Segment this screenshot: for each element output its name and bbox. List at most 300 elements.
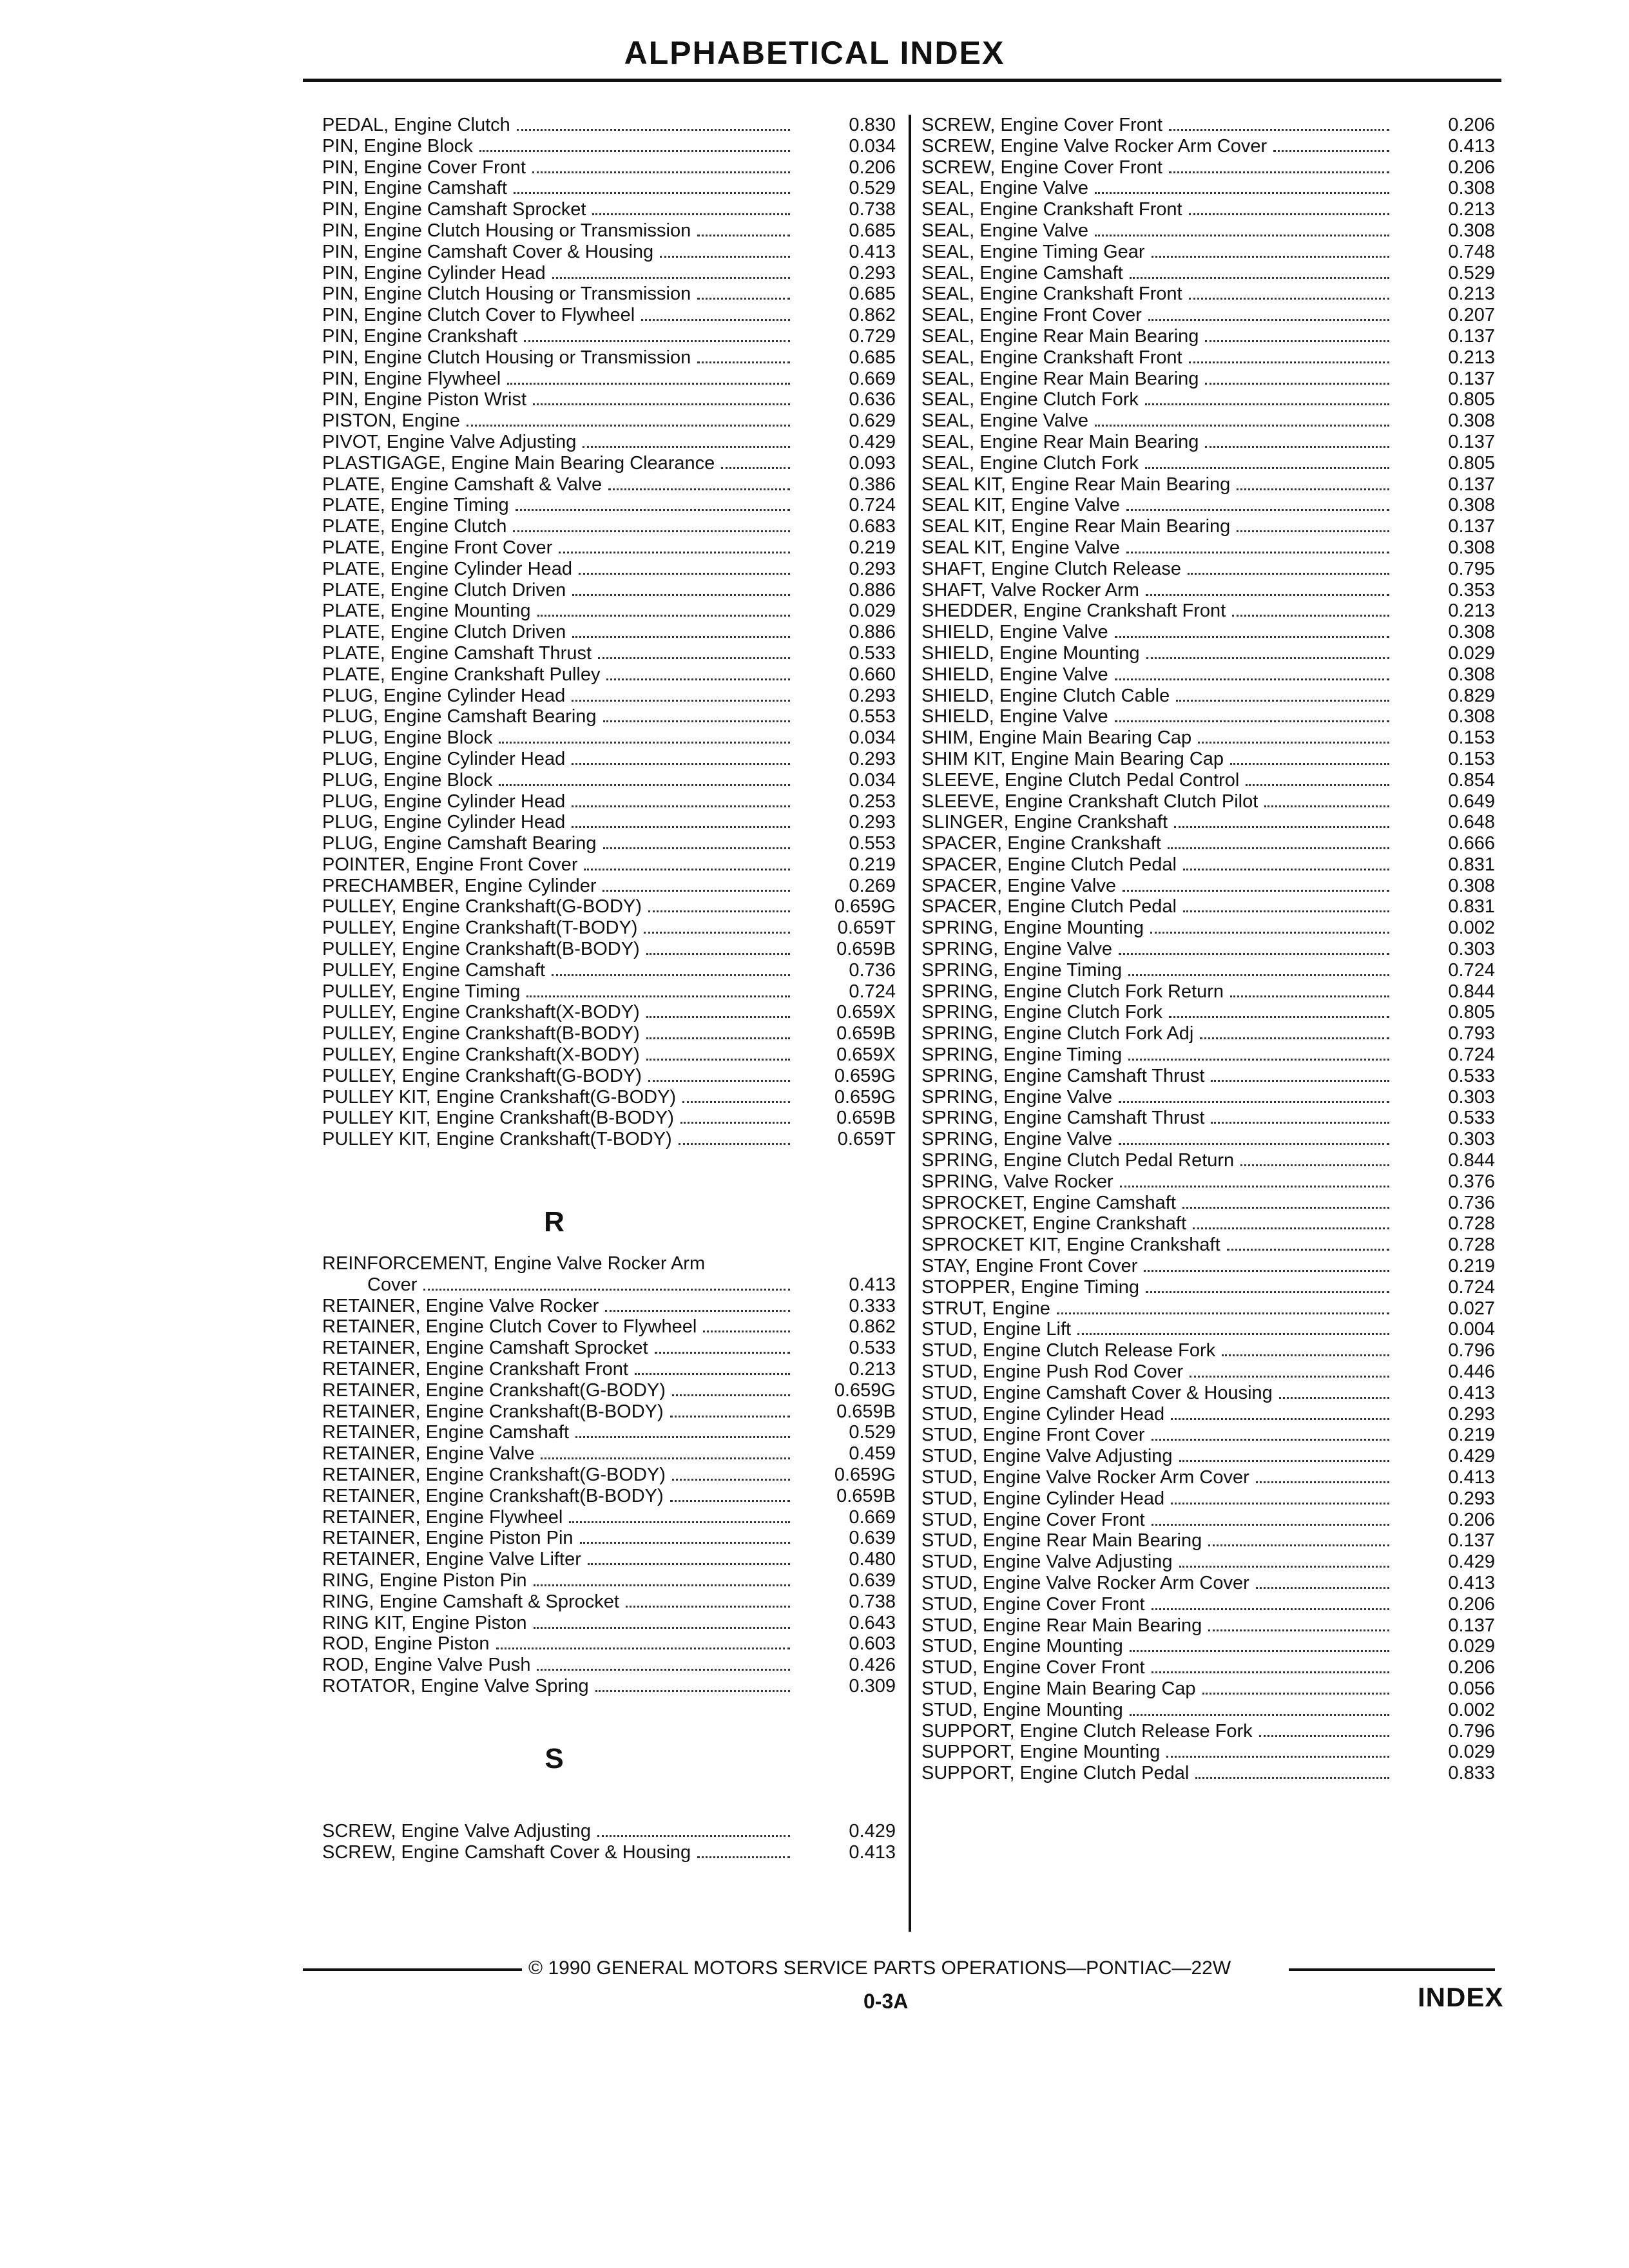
index-entry-name: SPRING, Engine Timing — [921, 959, 1123, 981]
index-entry-code: 0.553 — [849, 833, 896, 854]
index-entry — [322, 1066, 896, 1087]
index-entry-code: 0.293 — [849, 558, 896, 579]
index-entry-name: STUD, Engine Valve Rocker Arm Cover — [921, 1572, 1249, 1593]
index-entry-name: POINTER, Engine Front Cover — [322, 854, 578, 875]
index-entry-code: 0.269 — [849, 875, 896, 896]
index-entry-code: 0.219 — [1448, 1256, 1495, 1277]
leader-dots — [552, 263, 790, 279]
leader-dots — [1145, 389, 1389, 405]
index-entry — [921, 1319, 1495, 1340]
index-entry-name: SCREW, Engine Cover Front — [921, 115, 1162, 135]
index-entry-code: 0.659G — [834, 896, 896, 918]
leader-dots — [513, 516, 790, 532]
index-entry — [921, 178, 1495, 199]
index-entry-name: SEAL, Engine Rear Main Bearing — [921, 431, 1199, 452]
leader-dots — [572, 812, 790, 828]
index-entry-code: 0.137 — [1448, 474, 1495, 495]
index-entry — [322, 1338, 896, 1359]
index-entry-code: 0.303 — [1448, 1129, 1495, 1150]
index-entry — [322, 643, 896, 664]
index-entry — [921, 1087, 1495, 1108]
leader-dots — [1166, 1742, 1389, 1758]
index-entry-code: 0.413 — [849, 1274, 896, 1295]
index-entry-name: SPRING, Valve Rocker — [921, 1171, 1113, 1192]
index-entry — [322, 812, 896, 833]
index-entry-name: PLATE, Engine Cylinder Head — [322, 558, 572, 579]
index-entry-name: SPRING, Engine Clutch Fork Return — [921, 981, 1224, 1002]
index-entry — [322, 770, 896, 791]
index-entry-code: 0.308 — [1448, 622, 1495, 643]
leader-dots — [514, 178, 790, 194]
index-entry-code: 0.446 — [1448, 1361, 1495, 1383]
index-entry-code: 0.027 — [1448, 1298, 1495, 1319]
leader-dots — [532, 157, 790, 173]
leader-dots — [1240, 1150, 1389, 1166]
index-entry-name: SCREW, Engine Valve Adjusting — [322, 1820, 591, 1841]
index-entry — [322, 410, 896, 432]
leader-dots — [1232, 601, 1389, 617]
leader-dots — [1152, 1657, 1389, 1673]
index-entry — [322, 199, 896, 220]
index-list-s — [322, 1821, 896, 1863]
index-entry — [322, 1633, 896, 1655]
index-entry-name: STUD, Engine Mounting — [921, 1636, 1123, 1657]
leader-dots — [1174, 812, 1389, 828]
index-entry-code: 0.029 — [1448, 1636, 1495, 1657]
index-entry-code: 0.293 — [849, 262, 896, 284]
index-entry-code: 0.137 — [1448, 1615, 1495, 1636]
index-entry — [921, 1044, 1495, 1066]
index-entry-name: STUD, Engine Cover Front — [921, 1509, 1145, 1530]
index-entry-name: PLUG, Engine Block — [322, 769, 493, 791]
index-entry-name: STAY, Engine Front Cover — [921, 1256, 1138, 1277]
index-entry-name: PLUG, Engine Cylinder Head — [322, 685, 566, 706]
index-entry-code: 0.831 — [1448, 854, 1495, 875]
index-entry-name: STUD, Engine Clutch Release Fork — [921, 1340, 1216, 1361]
index-entry-name: RETAINER, Engine Piston Pin — [322, 1528, 574, 1549]
leader-dots — [1119, 1129, 1389, 1145]
index-entry — [322, 1380, 896, 1401]
index-entry-code: 0.728 — [1448, 1235, 1495, 1256]
index-entry-name: STUD, Engine Mounting — [921, 1699, 1123, 1720]
index-entry-name: RETAINER, Engine Clutch Cover to Flywheel — [322, 1316, 697, 1338]
index-entry-code: 0.004 — [1448, 1319, 1495, 1340]
leader-dots — [646, 1044, 790, 1061]
index-entry-name: SPACER, Engine Clutch Pedal — [921, 854, 1177, 875]
leader-dots — [672, 1380, 790, 1396]
leader-dots — [1115, 622, 1389, 638]
leader-dots — [1148, 305, 1389, 321]
index-entry-code: 0.724 — [1448, 1276, 1495, 1298]
index-entry — [322, 1422, 896, 1443]
leader-dots — [552, 960, 790, 976]
index-entry-name: SPRING, Engine Valve — [921, 1086, 1113, 1108]
index-entry — [921, 1404, 1495, 1425]
index-entry-code: 0.029 — [849, 601, 896, 622]
index-entry — [921, 1361, 1495, 1383]
index-entry-code: 0.002 — [1448, 918, 1495, 939]
index-entry — [322, 1486, 896, 1507]
leader-dots — [479, 136, 790, 152]
index-entry — [921, 1193, 1495, 1214]
index-entry-name: STUD, Engine Valve Adjusting — [921, 1446, 1173, 1467]
index-entry-name: SEAL, Engine Rear Main Bearing — [921, 325, 1199, 347]
index-entry — [322, 1549, 896, 1570]
index-entry — [921, 242, 1495, 263]
leader-dots — [1202, 1678, 1389, 1695]
index-entry-code: 0.738 — [849, 1591, 896, 1612]
index-entry-code: 0.736 — [849, 959, 896, 981]
index-entry — [921, 1383, 1495, 1404]
leader-dots — [1095, 410, 1389, 427]
index-entry-code: 0.796 — [1448, 1340, 1495, 1361]
index-entry-name: RETAINER, Engine Valve — [322, 1443, 535, 1465]
index-entry-name: SUPPORT, Engine Mounting — [921, 1742, 1161, 1763]
index-entry — [921, 770, 1495, 791]
leader-dots — [1222, 1340, 1389, 1356]
index-entry-code: 0.153 — [1448, 748, 1495, 769]
index-entry — [921, 1530, 1495, 1552]
index-entry-name: PIN, Engine Camshaft Cover & Housing — [322, 241, 654, 262]
index-entry — [322, 749, 896, 770]
index-entry-code: 0.636 — [849, 389, 896, 410]
index-list-p — [322, 115, 896, 1150]
leader-dots — [646, 1002, 790, 1018]
index-entry-code: 0.529 — [849, 1422, 896, 1443]
index-entry-code: 0.659X — [836, 1044, 896, 1066]
leader-dots — [1193, 1213, 1389, 1229]
index-entry-code: 0.303 — [1448, 1086, 1495, 1108]
index-entry-name: SPACER, Engine Clutch Pedal — [921, 896, 1177, 918]
index-entry-code: 0.207 — [1448, 305, 1495, 326]
index-entry — [921, 896, 1495, 918]
index-entry-code: 0.308 — [1448, 664, 1495, 685]
leader-dots — [1146, 643, 1389, 659]
index-entry-code: 0.029 — [1448, 1742, 1495, 1763]
leader-dots — [1057, 1298, 1389, 1314]
index-entry-code: 0.308 — [1448, 706, 1495, 727]
leader-dots — [541, 1443, 790, 1459]
index-entry-name: PIN, Engine Cylinder Head — [322, 262, 546, 284]
leader-dots — [670, 1401, 790, 1418]
index-entry-name: PISTON, Engine — [322, 410, 460, 432]
leader-dots — [537, 601, 791, 617]
leader-dots — [1146, 1277, 1389, 1293]
index-entry-name: ROTATOR, Engine Valve Spring — [322, 1675, 589, 1696]
index-entry-code: 0.862 — [849, 1316, 896, 1338]
index-entry — [322, 1274, 896, 1296]
index-entry-code: 0.293 — [1448, 1488, 1495, 1509]
leader-dots — [1119, 1087, 1389, 1103]
index-entry — [322, 706, 896, 727]
leader-dots — [680, 1108, 790, 1124]
index-entry-code: 0.413 — [1448, 1467, 1495, 1488]
index-entry-name: SPRING, Engine Mounting — [921, 918, 1144, 939]
index-entry-name: SPACER, Engine Valve — [921, 875, 1116, 896]
index-entry — [921, 453, 1495, 474]
page-number: 0-3A — [863, 1990, 909, 2013]
leader-dots — [507, 369, 790, 385]
index-entry-code: 0.829 — [1448, 685, 1495, 706]
index-entry — [921, 432, 1495, 453]
index-entry-code: 0.219 — [849, 854, 896, 875]
index-entry-name: PLUG, Engine Cylinder Head — [322, 812, 566, 833]
right-column — [921, 115, 1495, 1784]
index-entry-name: SEAL, Engine Valve — [921, 178, 1089, 199]
index-entry-name: PULLEY KIT, Engine Crankshaft(B-BODY) — [322, 1108, 674, 1129]
footer-copyright: © 1990 GENERAL MOTORS SERVICE PARTS OPERATIONS—PONTIAC—22W — [528, 1957, 1231, 1979]
index-entry-name: SPRING, Engine Valve — [921, 1129, 1113, 1150]
leader-dots — [1208, 1615, 1389, 1631]
leader-dots — [595, 1676, 790, 1692]
index-entry — [322, 136, 896, 157]
index-entry-code: 0.660 — [849, 664, 896, 685]
index-entry — [921, 136, 1495, 157]
index-entry — [921, 643, 1495, 664]
leader-dots — [1169, 115, 1389, 131]
index-entry-code: 0.844 — [1448, 1150, 1495, 1171]
leader-dots — [1179, 1552, 1389, 1568]
index-entry-name: SCREW, Engine Camshaft Cover & Housing — [322, 1841, 691, 1863]
leader-dots — [721, 453, 790, 469]
index-entry-code: 0.308 — [1448, 178, 1495, 199]
index-entry-name: PLATE, Engine Front Cover — [322, 537, 553, 558]
index-entry-code: 0.034 — [849, 769, 896, 791]
index-entry — [322, 601, 896, 622]
index-entry-code: 0.308 — [1448, 495, 1495, 516]
index-entry — [921, 1467, 1495, 1488]
index-entry-code: 0.056 — [1448, 1678, 1495, 1699]
leader-dots — [1169, 157, 1389, 173]
index-entry — [322, 1044, 896, 1066]
index-entry — [921, 199, 1495, 220]
index-entry — [921, 706, 1495, 727]
leader-dots — [1211, 1066, 1389, 1082]
leader-dots — [1146, 580, 1389, 596]
index-entry-code: 0.213 — [1448, 347, 1495, 368]
leader-dots — [1279, 1383, 1389, 1399]
index-entry — [322, 1296, 896, 1317]
index-entry-name: PULLEY, Engine Crankshaft(X-BODY) — [322, 1044, 640, 1066]
leader-dots — [1182, 1193, 1389, 1209]
index-entry-name: SUPPORT, Engine Clutch Pedal — [921, 1763, 1190, 1784]
index-entry — [921, 749, 1495, 770]
leader-dots — [655, 1338, 790, 1354]
index-entry — [921, 1615, 1495, 1637]
index-entry-name: SLEEVE, Engine Clutch Pedal Control — [921, 769, 1240, 791]
index-entry — [921, 305, 1495, 326]
index-entry-code: 0.659B — [836, 1485, 896, 1506]
index-entry-name: PLATE, Engine Timing — [322, 495, 509, 516]
index-entry-code: 0.413 — [849, 241, 896, 262]
index-entry — [322, 516, 896, 537]
index-entry-name: PIN, Engine Flywheel — [322, 368, 501, 389]
index-entry — [921, 960, 1495, 981]
leader-dots — [1230, 749, 1389, 765]
index-entry — [921, 1742, 1495, 1763]
index-entry — [921, 601, 1495, 622]
leader-dots — [499, 727, 790, 744]
index-entry-name: PLATE, Engine Clutch — [322, 516, 507, 537]
leader-dots — [1128, 960, 1389, 976]
index-entry-code: 0.293 — [849, 685, 896, 706]
index-entry-code: 0.886 — [849, 579, 896, 601]
index-entry-code: 0.533 — [1448, 1065, 1495, 1086]
index-entry — [921, 664, 1495, 686]
index-entry-code: 0.533 — [849, 1338, 896, 1359]
index-entry — [921, 263, 1495, 284]
index-entry-name: PULLEY, Engine Crankshaft(B-BODY) — [322, 939, 640, 960]
leader-dots — [1183, 896, 1389, 912]
leader-dots — [603, 833, 790, 849]
index-entry-name: RETAINER, Engine Camshaft Sprocket — [322, 1338, 648, 1359]
index-entry-code: 0.603 — [849, 1633, 896, 1655]
index-entry-name: SPRING, Engine Clutch Fork Adj — [921, 1023, 1194, 1044]
index-entry — [322, 622, 896, 643]
index-entry-code: 0.413 — [1448, 1572, 1495, 1593]
index-entry-code: 0.669 — [849, 368, 896, 389]
leader-dots — [572, 749, 790, 765]
index-entry-code: 0.376 — [1448, 1171, 1495, 1192]
index-entry — [921, 1277, 1495, 1298]
index-entry — [322, 664, 896, 686]
leader-dots — [1189, 347, 1389, 363]
leader-dots — [1259, 1721, 1389, 1737]
leader-dots — [1171, 1488, 1389, 1504]
leader-dots — [1168, 833, 1389, 849]
leader-dots — [1119, 939, 1389, 955]
leader-dots — [682, 1087, 790, 1103]
index-entry-name: SHIELD, Engine Clutch Cable — [921, 685, 1170, 706]
index-entry-code: 0.685 — [849, 284, 896, 305]
index-entry-name: STUD, Engine Push Rod Cover — [921, 1361, 1184, 1383]
index-entry-code: 0.206 — [1448, 1509, 1495, 1530]
index-entry-code: 0.659X — [836, 1002, 896, 1023]
index-entry-name: PIN, Engine Clutch Housing or Transmission — [322, 347, 691, 368]
index-entry — [921, 537, 1495, 559]
index-entry-code: 0.213 — [849, 1359, 896, 1380]
leader-dots — [569, 1507, 790, 1523]
index-entry — [322, 178, 896, 199]
index-entry — [322, 854, 896, 876]
index-entry-name: REINFORCEMENT, Engine Valve Rocker Arm — [322, 1253, 706, 1274]
index-entry — [921, 369, 1495, 390]
index-entry-code: 0.805 — [1448, 1002, 1495, 1023]
index-entry-code: 0.213 — [1448, 601, 1495, 622]
index-entry — [322, 1443, 896, 1465]
index-entry-name: PLATE, Engine Crankshaft Pulley — [322, 664, 601, 685]
index-entry — [921, 981, 1495, 1003]
index-entry-code: 0.429 — [849, 1820, 896, 1841]
index-entry-code: 0.669 — [849, 1506, 896, 1528]
index-entry — [921, 1573, 1495, 1594]
leader-dots — [641, 305, 790, 321]
leader-dots — [644, 918, 790, 934]
index-entry-code: 0.529 — [849, 178, 896, 199]
index-entry-name: PLATE, Engine Clutch Driven — [322, 622, 566, 643]
index-entry-code: 0.738 — [849, 199, 896, 220]
index-entry — [322, 495, 896, 516]
index-entry-code: 0.459 — [849, 1443, 896, 1465]
index-entry — [322, 1316, 896, 1338]
leader-dots — [1230, 981, 1389, 997]
index-entry-name: STUD, Engine Front Cover — [921, 1425, 1145, 1446]
index-entry-name: STUD, Engine Rear Main Bearing — [921, 1530, 1202, 1552]
leader-dots — [1152, 242, 1389, 258]
index-entry — [921, 516, 1495, 537]
index-entry-name: STUD, Engine Rear Main Bearing — [921, 1615, 1202, 1636]
index-entry — [921, 1002, 1495, 1023]
index-entry — [322, 1002, 896, 1023]
index-entry-code: 0.333 — [849, 1295, 896, 1316]
leader-dots — [697, 347, 790, 363]
index-entry-name: STUD, Engine Lift — [921, 1319, 1072, 1340]
index-entry — [921, 1488, 1495, 1510]
index-entry-code: 0.886 — [849, 622, 896, 643]
index-entry-code: 0.213 — [1448, 284, 1495, 305]
index-entry-code: 0.308 — [1448, 875, 1495, 896]
index-entry-name: STOPPER, Engine Timing — [921, 1276, 1139, 1298]
index-entry — [921, 1763, 1495, 1784]
index-entry-code: 0.413 — [1448, 1382, 1495, 1403]
leader-dots — [1246, 770, 1389, 786]
index-entry — [921, 1552, 1495, 1573]
index-entry-name: SPRING, Engine Timing — [921, 1044, 1123, 1066]
index-entry-name: PULLEY, Engine Timing — [322, 981, 521, 1002]
leader-dots — [572, 686, 790, 702]
index-entry-name: STRUT, Engine — [921, 1298, 1050, 1319]
index-entry-code: 0.648 — [1448, 812, 1495, 833]
leader-dots — [1115, 664, 1389, 680]
index-entry-name: PULLEY KIT, Engine Crankshaft(T-BODY) — [322, 1129, 672, 1150]
letter-heading-s: S — [545, 1742, 564, 1774]
title-rule — [303, 79, 1501, 82]
index-list-r — [322, 1296, 896, 1697]
index-entry-name: SLINGER, Engine Crankshaft — [921, 812, 1168, 833]
index-entry-code: 0.724 — [849, 495, 896, 516]
index-entry — [322, 369, 896, 390]
leader-dots — [1188, 559, 1389, 575]
index-entry-code: 0.353 — [1448, 579, 1495, 601]
leader-dots — [517, 115, 790, 131]
index-entry-code: 0.805 — [1448, 452, 1495, 474]
index-entry-code: 0.629 — [849, 410, 896, 432]
index-entry-code: 0.685 — [849, 347, 896, 368]
index-entry-code: 0.386 — [849, 474, 896, 495]
index-entry-code: 0.659G — [834, 1065, 896, 1086]
index-entry — [921, 389, 1495, 410]
index-entry-code: 0.206 — [1448, 1593, 1495, 1615]
index-entry-name: SEAL, Engine Rear Main Bearing — [921, 368, 1199, 389]
index-entry-name: PIN, Engine Piston Wrist — [322, 389, 526, 410]
index-entry-name: PIVOT, Engine Valve Adjusting — [322, 431, 577, 452]
index-entry — [322, 1087, 896, 1108]
index-entry — [322, 1613, 896, 1634]
index-entry-name: PIN, Engine Clutch Housing or Transmission — [322, 220, 691, 241]
index-entry-code: 0.685 — [849, 220, 896, 241]
index-entry — [322, 389, 896, 410]
leader-dots — [1205, 369, 1389, 385]
index-entry — [921, 1023, 1495, 1044]
index-entry — [322, 1023, 896, 1044]
index-entry — [921, 115, 1495, 136]
index-entry-name: SHEDDER, Engine Crankshaft Front — [921, 601, 1226, 622]
index-entry-code: 0.137 — [1448, 368, 1495, 389]
index-entry-name: PIN, Engine Camshaft Sprocket — [322, 199, 586, 220]
index-entry-name: SEAL, Engine Timing Gear — [921, 241, 1145, 262]
index-entry-name: PIN, Engine Crankshaft — [322, 325, 518, 347]
leader-dots — [1126, 495, 1389, 511]
